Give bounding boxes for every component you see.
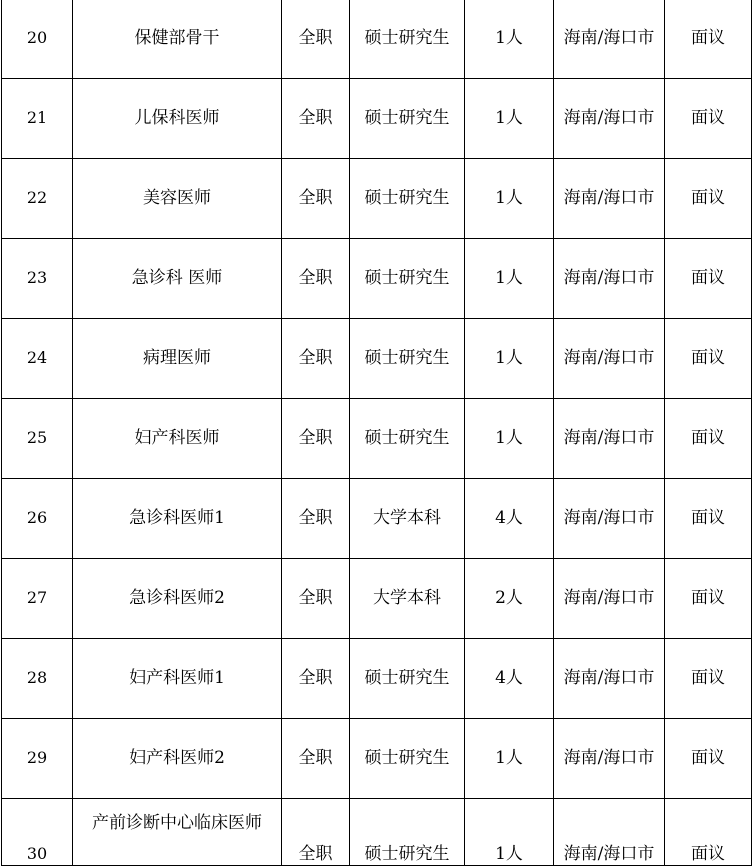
salary: 面议 [665,319,752,399]
job-title: 急诊科医师2 [73,559,282,639]
salary: 面议 [665,239,752,319]
job-type: 全职 [282,559,350,639]
row-number: 29 [2,719,73,799]
job-type: 全职 [282,239,350,319]
table-row [2,399,752,479]
work-location: 海南/海口市 [554,79,665,159]
table-row [2,719,752,799]
row-number: 30 [2,799,73,866]
row-number: 22 [2,159,73,239]
job-type: 全职 [282,79,350,159]
headcount: 1人 [465,719,554,799]
job-title: 保健部骨干 [73,0,282,79]
row-number: 26 [2,479,73,559]
table-row [2,79,752,159]
job-type: 全职 [282,639,350,719]
education-requirement: 大学本科 [350,559,465,639]
work-location: 海南/海口市 [554,559,665,639]
table-row [2,559,752,639]
job-type: 全职 [282,719,350,799]
job-type: 全职 [282,319,350,399]
headcount: 2人 [465,559,554,639]
salary: 面议 [665,79,752,159]
salary: 面议 [665,479,752,559]
headcount: 1人 [465,239,554,319]
headcount: 1人 [465,799,554,866]
job-title: 产前诊断中心临床医师 [73,799,282,866]
table-row [2,479,752,559]
headcount: 4人 [465,639,554,719]
work-location: 海南/海口市 [554,639,665,719]
job-type: 全职 [282,479,350,559]
job-title: 儿保科医师 [73,79,282,159]
education-requirement: 硕士研究生 [350,639,465,719]
education-requirement: 硕士研究生 [350,79,465,159]
salary: 面议 [665,799,752,866]
salary: 面议 [665,639,752,719]
job-listing-table [1,0,752,866]
row-number: 28 [2,639,73,719]
job-type: 全职 [282,0,350,79]
salary: 面议 [665,159,752,239]
job-type: 全职 [282,799,350,866]
job-title: 急诊科医师1 [73,479,282,559]
education-requirement: 大学本科 [350,479,465,559]
work-location: 海南/海口市 [554,0,665,79]
education-requirement: 硕士研究生 [350,0,465,79]
table-row [2,0,752,79]
row-number: 21 [2,79,73,159]
education-requirement: 硕士研究生 [350,319,465,399]
work-location: 海南/海口市 [554,319,665,399]
work-location: 海南/海口市 [554,159,665,239]
headcount: 1人 [465,159,554,239]
work-location: 海南/海口市 [554,799,665,866]
table-row [2,799,752,866]
salary: 面议 [665,399,752,479]
headcount: 1人 [465,79,554,159]
table-row [2,319,752,399]
job-type: 全职 [282,399,350,479]
row-number: 24 [2,319,73,399]
work-location: 海南/海口市 [554,239,665,319]
job-title: 急诊科 医师 [73,239,282,319]
education-requirement: 硕士研究生 [350,719,465,799]
education-requirement: 硕士研究生 [350,399,465,479]
salary: 面议 [665,0,752,79]
job-title: 病理医师 [73,319,282,399]
table-row [2,639,752,719]
job-title: 妇产科医师1 [73,639,282,719]
work-location: 海南/海口市 [554,479,665,559]
education-requirement: 硕士研究生 [350,159,465,239]
table-row [2,239,752,319]
job-title: 妇产科医师2 [73,719,282,799]
row-number: 27 [2,559,73,639]
job-title: 妇产科医师 [73,399,282,479]
headcount: 4人 [465,479,554,559]
work-location: 海南/海口市 [554,399,665,479]
headcount: 1人 [465,319,554,399]
headcount: 1人 [465,399,554,479]
salary: 面议 [665,559,752,639]
row-number: 23 [2,239,73,319]
salary: 面议 [665,719,752,799]
row-number: 20 [2,0,73,79]
row-number: 25 [2,399,73,479]
table-row [2,159,752,239]
education-requirement: 硕士研究生 [350,239,465,319]
education-requirement: 硕士研究生 [350,799,465,866]
job-title: 美容医师 [73,159,282,239]
job-type: 全职 [282,159,350,239]
work-location: 海南/海口市 [554,719,665,799]
headcount: 1人 [465,0,554,79]
